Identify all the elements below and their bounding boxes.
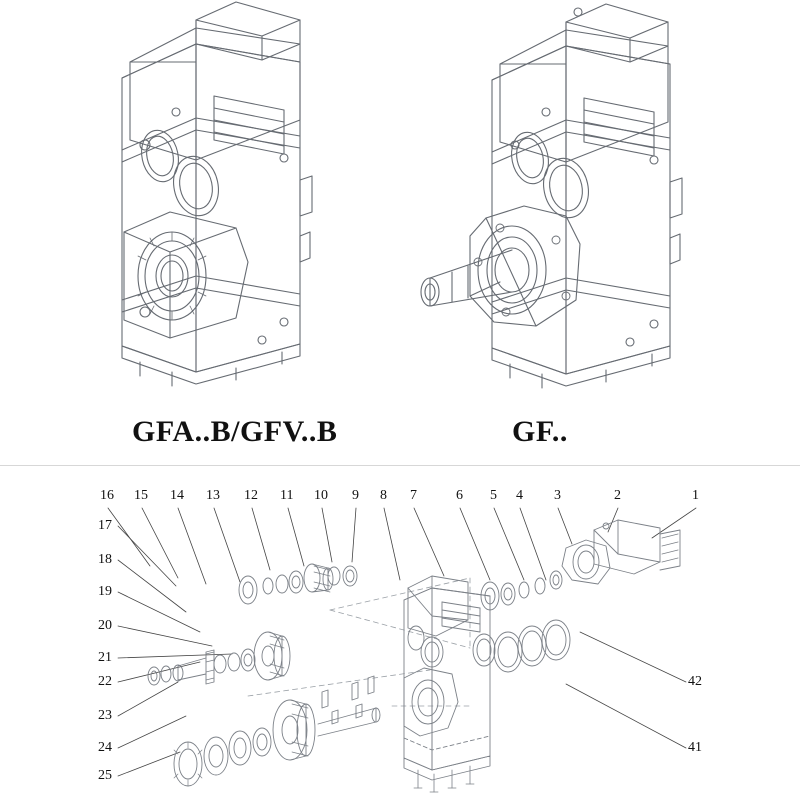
callout-4: 4 <box>516 488 523 503</box>
callout-21: 21 <box>98 650 112 665</box>
callout-17: 17 <box>98 518 112 533</box>
callout-3: 3 <box>554 488 561 503</box>
callout-41: 41 <box>688 740 702 755</box>
callout-10: 10 <box>314 488 328 503</box>
callout-15: 15 <box>134 488 148 503</box>
section-divider <box>0 465 800 466</box>
caption-left-model: GFA..B/GFV..B <box>132 415 338 448</box>
callout-1: 1 <box>692 488 699 503</box>
callout-19: 19 <box>98 584 112 599</box>
callout-8: 8 <box>380 488 387 503</box>
caption-right-model: GF.. <box>512 415 568 448</box>
callout-2: 2 <box>614 488 621 503</box>
callout-12: 12 <box>244 488 258 503</box>
callout-24: 24 <box>98 740 112 755</box>
callout-14: 14 <box>170 488 184 503</box>
callout-18: 18 <box>98 552 112 567</box>
exploded-diagram-drawing <box>0 470 800 800</box>
callout-42: 42 <box>688 674 702 689</box>
callout-7: 7 <box>410 488 417 503</box>
callout-25: 25 <box>98 768 112 783</box>
callout-23: 23 <box>98 708 112 723</box>
callout-11: 11 <box>280 488 294 503</box>
exploded-parts-view <box>0 470 800 800</box>
callout-22: 22 <box>98 674 112 689</box>
callout-9: 9 <box>352 488 359 503</box>
callout-20: 20 <box>98 618 112 633</box>
callout-13: 13 <box>206 488 220 503</box>
callout-16: 16 <box>100 488 114 503</box>
callout-5: 5 <box>490 488 497 503</box>
callout-6: 6 <box>456 488 463 503</box>
